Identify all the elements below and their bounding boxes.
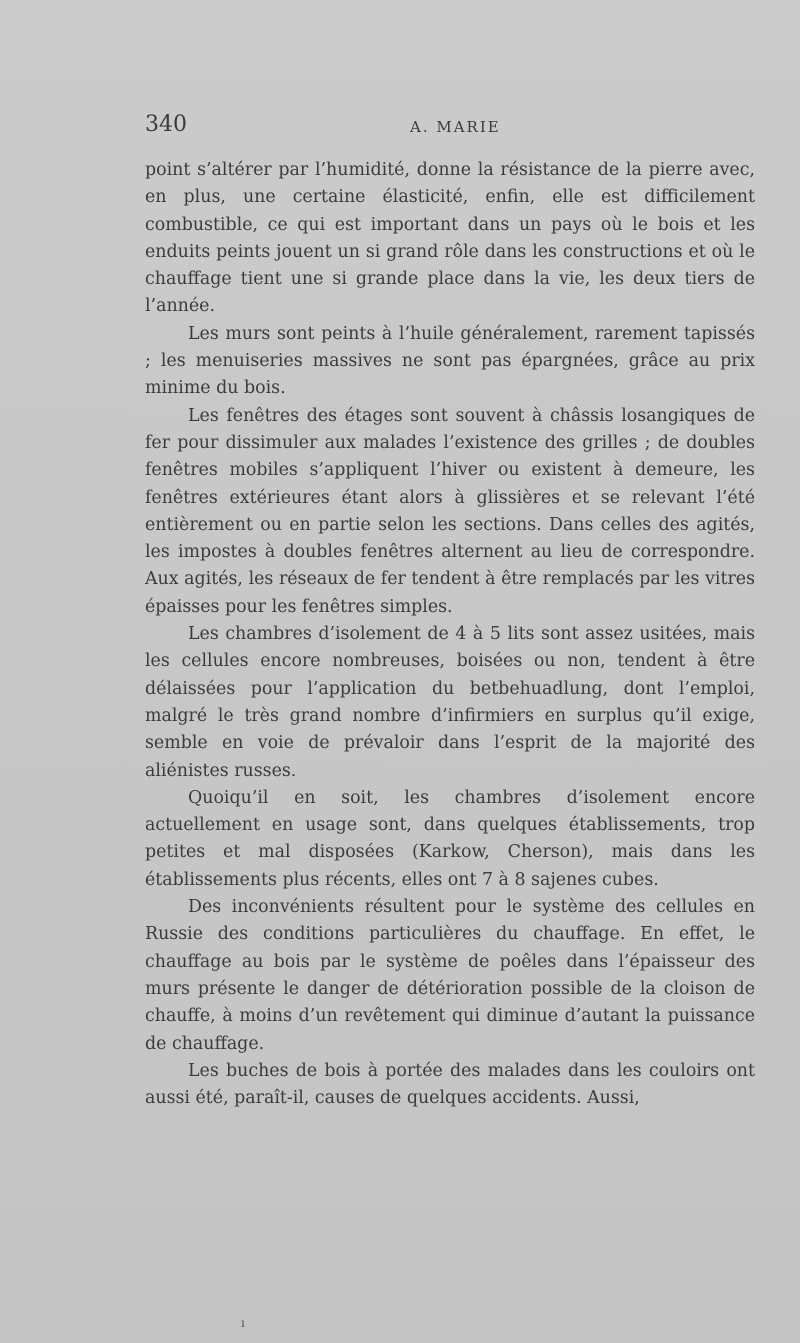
paragraph: Quoiqu’il en soit, les chambres d’isolement encore actuellement en usage sont, dans quelques établissements, trop petites et mal disposées (Karkow, Cherson), mais dans les établissements plus récents, elles ont 7 à 8 sajenes cubes. bbox=[145, 787, 755, 890]
page-header bbox=[145, 112, 755, 142]
running-head: A. MARIE bbox=[410, 118, 501, 136]
paragraph: point s’altérer par l’humidité, donne la résistance de la pierre avec, en plus, une certaine élasticité, enfin, elle est difficilement combustible, ce qui est important dans un pays où le bois et les enduits peints jouent un si grand rôle dans les constructions et où le chauffage tient une si grande place dans la vie, les deux tiers de l’année. bbox=[145, 160, 755, 317]
footer-mark: ı bbox=[241, 1316, 245, 1330]
paragraph: Les murs sont peints à l’huile généralement, rarement tapissés ; les menuiseries massives ne sont pas épargnées, grâce au prix minime du bois. bbox=[145, 323, 755, 399]
paragraph: Des inconvénients résultent pour le système des cellules en Russie des conditions particulières du chauffage. En effet, le chauffage au bois par le système de poêles dans l’épaisseur des murs présente le danger de détérioration possible de la cloison de chauffe, à moins d’un revêtement qui diminue d’autant la puissance de chauffage. bbox=[145, 897, 755, 1054]
body-text bbox=[145, 157, 755, 1112]
paragraph: Les buches de bois à portée des malades dans les couloirs ont aussi été, paraît-il, causes de quelques accidents. Aussi, bbox=[145, 1060, 755, 1109]
paragraph: Les chambres d’isolement de 4 à 5 lits sont assez usitées, mais les cellules encore nombreuses, boisées ou non, tendent à être délaissées pour l’application du betbehuadlung, dont l’emploi, malgré le très grand nombre d’infirmiers en surplus qu’il exige, semble en voie de prévaloir dans l’esprit de la majorité des aliénistes russes. bbox=[145, 624, 755, 781]
paragraph: Les fenêtres des étages sont souvent à châssis losangiques de fer pour dissimuler aux malades l’existence des grilles ; de doubles fenêtres mobiles s’appliquent l’hiver ou existent à demeure, les fenêtres extérieures étant alors à glissières et se relevant l’été entièrement ou en partie selon les sections. Dans celles des agités, les impostes à doubles fenêtres alternent au lieu de correspondre. Aux agités, les réseaux de fer tendent à être remplacés par les vitres épaisses pour les fenêtres simples. bbox=[145, 405, 755, 617]
page-number: 340 bbox=[145, 112, 187, 137]
